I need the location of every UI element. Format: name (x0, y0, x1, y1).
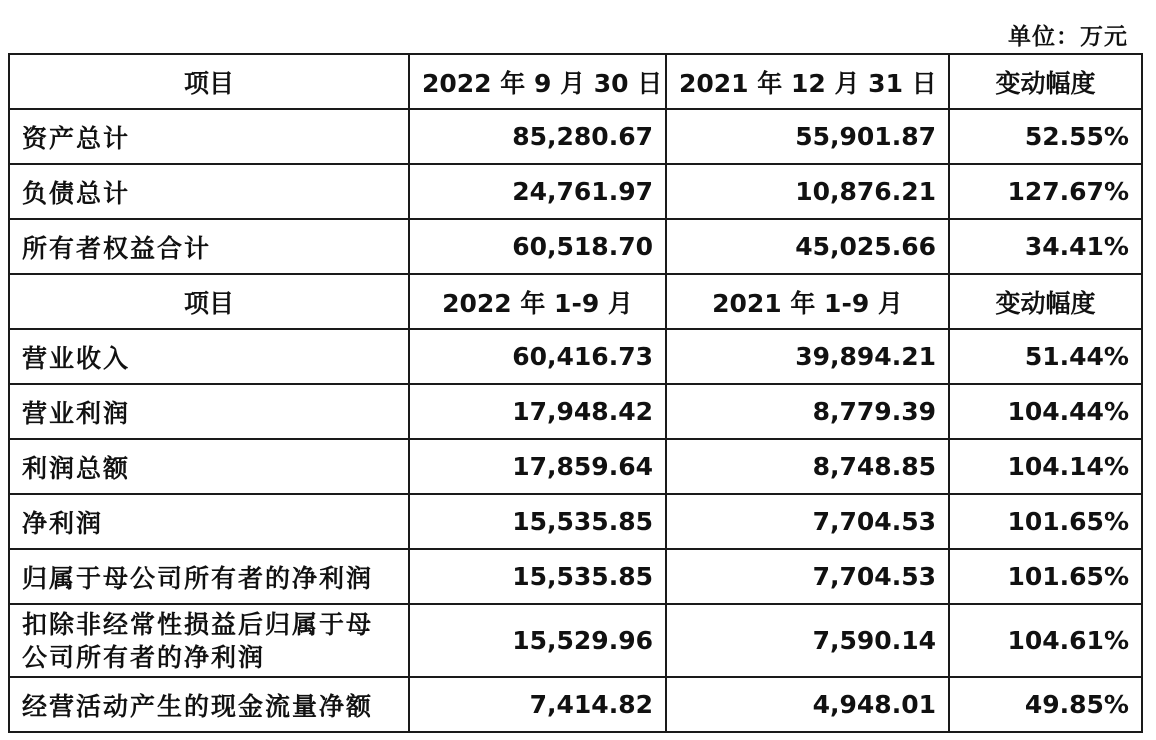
row-value-1: 17,948.42 (409, 384, 666, 439)
table-row (9, 677, 1142, 732)
row-label: 经营活动产生的现金流量净额 (9, 677, 409, 732)
row-change: 52.55% (949, 109, 1142, 164)
header-period-1: 2022 年 9 月 30 日 (409, 54, 666, 109)
row-label: 所有者权益合计 (9, 219, 409, 274)
row-value-1: 17,859.64 (409, 439, 666, 494)
row-value-2: 8,779.39 (666, 384, 949, 439)
table-row (9, 329, 1142, 384)
row-label: 负债总计 (9, 164, 409, 219)
row-value-2: 7,704.53 (666, 494, 949, 549)
table-row (9, 384, 1142, 439)
row-value-1: 60,416.73 (409, 329, 666, 384)
row-change: 104.44% (949, 384, 1142, 439)
row-value-2: 7,590.14 (666, 604, 949, 677)
row-value-1: 7,414.82 (409, 677, 666, 732)
table-header-row (9, 274, 1142, 329)
row-value-1: 15,529.96 (409, 604, 666, 677)
header-change: 变动幅度 (949, 274, 1142, 329)
header-item: 项目 (9, 274, 409, 329)
header-period-2: 2021 年 1-9 月 (666, 274, 949, 329)
row-value-2: 55,901.87 (666, 109, 949, 164)
table-row (9, 109, 1142, 164)
table-row (9, 439, 1142, 494)
row-label: 营业利润 (9, 384, 409, 439)
row-value-1: 24,761.97 (409, 164, 666, 219)
row-change: 34.41% (949, 219, 1142, 274)
row-change: 101.65% (949, 549, 1142, 604)
row-change: 49.85% (949, 677, 1142, 732)
row-value-2: 39,894.21 (666, 329, 949, 384)
row-label: 资产总计 (9, 109, 409, 164)
row-change: 127.67% (949, 164, 1142, 219)
row-change: 104.14% (949, 439, 1142, 494)
table-row (9, 604, 1142, 677)
row-value-1: 15,535.85 (409, 549, 666, 604)
row-change: 101.65% (949, 494, 1142, 549)
row-label: 归属于母公司所有者的净利润 (9, 549, 409, 604)
row-label: 营业收入 (9, 329, 409, 384)
row-value-2: 4,948.01 (666, 677, 949, 732)
table-row (9, 164, 1142, 219)
row-value-1: 15,535.85 (409, 494, 666, 549)
header-period-2: 2021 年 12 月 31 日 (666, 54, 949, 109)
row-label: 净利润 (9, 494, 409, 549)
row-value-2: 8,748.85 (666, 439, 949, 494)
row-value-1: 60,518.70 (409, 219, 666, 274)
row-label: 扣除非经常性损益后归属于母公司所有者的净利润 (9, 604, 409, 677)
header-change: 变动幅度 (949, 54, 1142, 109)
table-row (9, 549, 1142, 604)
unit-label: 单位：万元 (1008, 24, 1128, 50)
row-change: 104.61% (949, 604, 1142, 677)
financial-table (8, 53, 1143, 733)
row-label: 利润总额 (9, 439, 409, 494)
header-period-1: 2022 年 1-9 月 (409, 274, 666, 329)
row-value-2: 45,025.66 (666, 219, 949, 274)
row-change: 51.44% (949, 329, 1142, 384)
row-value-2: 7,704.53 (666, 549, 949, 604)
table-row (9, 219, 1142, 274)
table-row (9, 494, 1142, 549)
row-value-2: 10,876.21 (666, 164, 949, 219)
row-value-1: 85,280.67 (409, 109, 666, 164)
table-header-row (9, 54, 1142, 109)
header-item: 项目 (9, 54, 409, 109)
